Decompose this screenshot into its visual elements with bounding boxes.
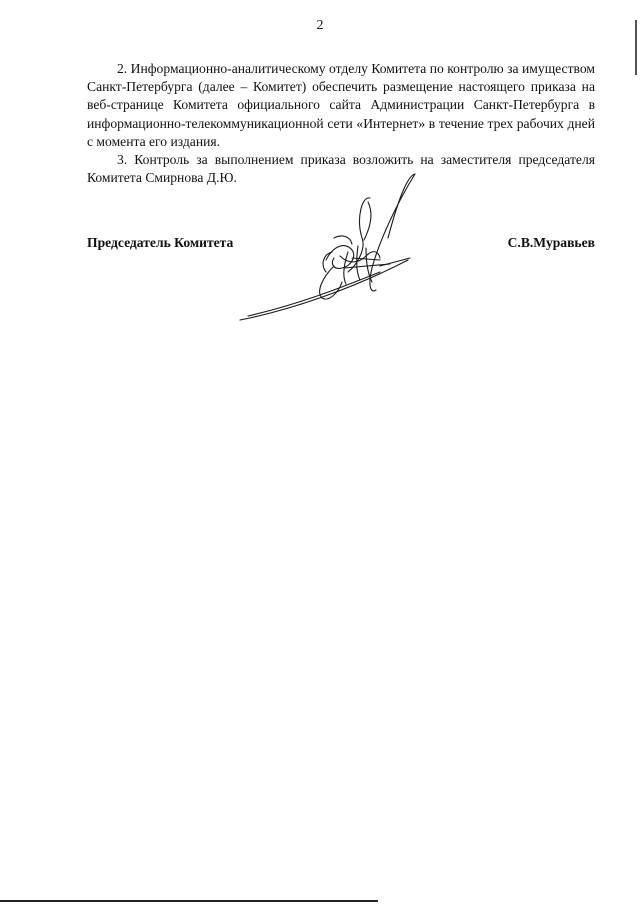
signatory-name: С.В.Муравьев xyxy=(507,235,595,250)
bottom-edge-rule xyxy=(0,900,378,902)
handwritten-signature-icon xyxy=(230,168,430,328)
paragraph-item-2: 2. Информационно-аналитическому отделу Комитета по контролю за имуществом Санкт-Петербурга (далее – Комитет) обеспечить размещение настоящего приказа на веб-странице Комитета официального сайта Администрации Санкт-Петербурга в информационно-телекоммуникационной сети «Интернет» в течение трех рабочих дней с момента его издания. xyxy=(87,61,595,149)
page-number: 2 xyxy=(316,18,324,33)
paragraph-item-3: 3. Контроль за выполнением приказа возложить на заместителя председателя Комитета Смирнова Д.Ю. xyxy=(87,152,595,186)
signatory-title: Председатель Комитета xyxy=(87,235,234,250)
